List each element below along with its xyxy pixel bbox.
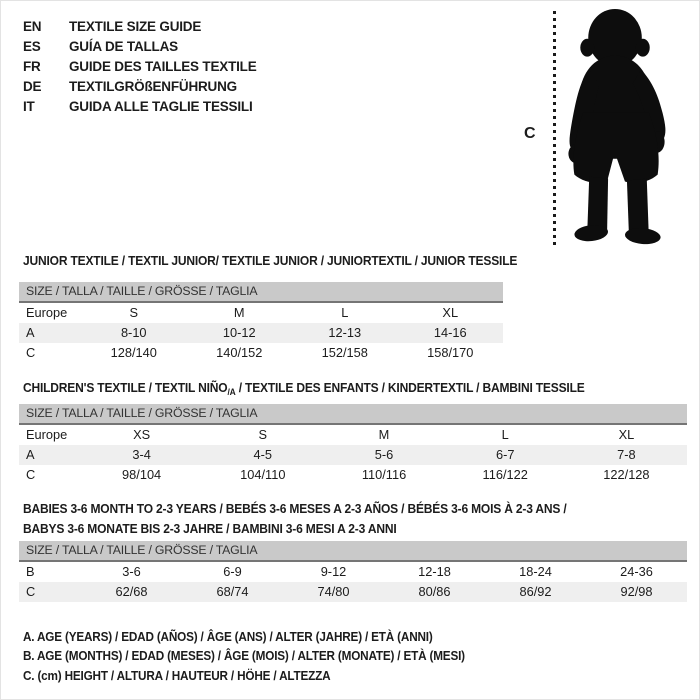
row-label: C [26,467,36,482]
size-header-bar: SIZE / TALLA / TAILLE / GRÖSSE / TAGLIA [19,541,687,562]
table-cell: 7-8 [617,447,636,462]
table-row-months [19,562,687,582]
row-label: Europe [26,305,68,320]
language-title: TEXTILGRÖßENFÜHRUNG [69,79,237,94]
table-row-height [19,582,687,602]
table-cell: S [129,305,139,320]
table-row-europe [19,425,687,445]
junior-size-table [19,282,503,363]
table-cell: 3-6 [122,564,141,579]
language-title: GUIDA ALLE TAGLIE TESSILI [69,99,253,114]
size-header-bar: SIZE / TALLA / TAILLE / GRÖSSE / TAGLIA [19,404,687,425]
language-code: FR [23,59,41,74]
table-cell: 9-12 [320,564,347,579]
table-cell: 12-13 [328,325,362,340]
language-title: TEXTILE SIZE GUIDE [69,19,202,34]
table-cell: 92/98 [620,584,653,599]
language-row-it [23,97,257,117]
language-row-en [23,17,257,37]
row-label: B [26,564,35,579]
row-label: C [26,345,36,360]
table-cell: 5-6 [374,447,394,462]
table-cell: 80/86 [418,584,451,599]
table-cell: 6-7 [495,447,515,462]
table-cell: 12-18 [418,564,451,579]
title-part-post: / TEXTILE DES ENFANTS / KINDERTEXTIL / BAMBINI TESSILE [235,380,585,395]
language-title: GUIDE DES TAILLES TEXTILE [69,59,257,74]
table-cell: 6-9 [223,564,242,579]
title-part-subscript: /A [227,387,236,397]
footnote-a: A. AGE (YEARS) / EDAD (AÑOS) / ÂGE (ANS) / ALTER (JAHRE) / ETÀ (ANNI) [23,630,433,644]
row-label: A [26,447,35,462]
size-header-bar: SIZE / TALLA / TAILLE / GRÖSSE / TAGLIA [19,282,503,303]
table-cell: 14-16 [433,325,467,340]
table-cell: 104/110 [240,467,286,482]
table-row-europe [19,303,503,323]
language-code: DE [23,79,42,94]
language-code: EN [23,19,42,34]
table-row-age [19,445,687,465]
table-cell: 110/116 [361,467,407,482]
language-row-de [23,77,257,97]
table-cell: 68/74 [216,584,249,599]
table-cell: 74/80 [317,584,350,599]
table-cell: L [501,427,509,442]
section-title-text: BABIES 3-6 MONTH TO 2-3 YEARS / BEBÉS 3-6 MESES A 2-3 AÑOS / BÉBÉS 3-6 MOIS À 2-3 ANS / [23,501,567,516]
table-cell: 18-24 [519,564,552,579]
table-cell: 152/158 [321,345,368,360]
language-row-fr [23,57,257,77]
language-row-es [23,37,257,57]
section-title-text: BABYS 3-6 MONATE BIS 2-3 JAHRE / BAMBINI 3-6 MESI A 2-3 ANNI [23,520,397,536]
footnote-b: B. AGE (MONTHS) / EDAD (MESES) / ÂGE (MOIS) / ALTER (MONATE) / ETÀ (MESI) [23,649,465,664]
junior-section-title [23,251,517,271]
footnote-legend [23,628,493,686]
table-cell: M [378,427,390,442]
table-cell: 3-4 [132,447,151,462]
row-label: C [26,584,36,599]
row-label: A [26,325,35,340]
table-cell: 86/92 [519,584,552,599]
footnote-c: C. (cm) HEIGHT / ALTURA / HAUTEUR / HÖHE / ALTEZZA [23,668,331,683]
table-cell: 10-12 [222,325,256,340]
measure-label-c: C [524,125,536,142]
table-cell: 8-10 [120,325,147,340]
language-code: ES [23,39,41,54]
table-cell: L [341,305,349,320]
babies-section-title [23,499,567,538]
table-cell: 98/104 [122,467,162,482]
table-cell: XS [133,427,151,442]
language-title-list [23,17,257,117]
babies-size-table [19,541,687,602]
children-size-table [19,404,687,485]
table-row-age [19,323,503,343]
height-measure-dotted-line [553,11,556,247]
table-cell: M [233,305,245,320]
title-part-pre: CHILDREN'S TEXTILE / TEXTIL NIÑO [23,380,228,395]
table-cell: 128/140 [110,345,157,360]
table-cell: XL [618,427,635,442]
section-title-text: JUNIOR TEXTILE / TEXTIL JUNIOR/ TEXTILE JUNIOR / JUNIORTEXTIL / JUNIOR TESSILE [23,253,518,268]
table-cell: 4-5 [253,447,273,462]
table-cell: 62/68 [115,584,148,599]
table-cell: 140/152 [216,345,263,360]
language-title: GUÍA DE TALLAS [69,39,178,54]
table-cell: 122/128 [603,467,650,482]
table-cell: XL [442,305,459,320]
toddler-silhouette-icon [560,8,676,246]
section-title-text [23,378,585,403]
table-cell: S [258,427,268,442]
table-cell: 24-36 [620,564,653,579]
table-cell: 158/170 [427,345,474,360]
table-row-height [19,343,503,363]
table-cell: 116/122 [482,467,528,482]
row-label: Europe [26,427,68,442]
table-row-height [19,465,687,485]
children-section-title [23,378,585,403]
language-code: IT [23,99,35,114]
